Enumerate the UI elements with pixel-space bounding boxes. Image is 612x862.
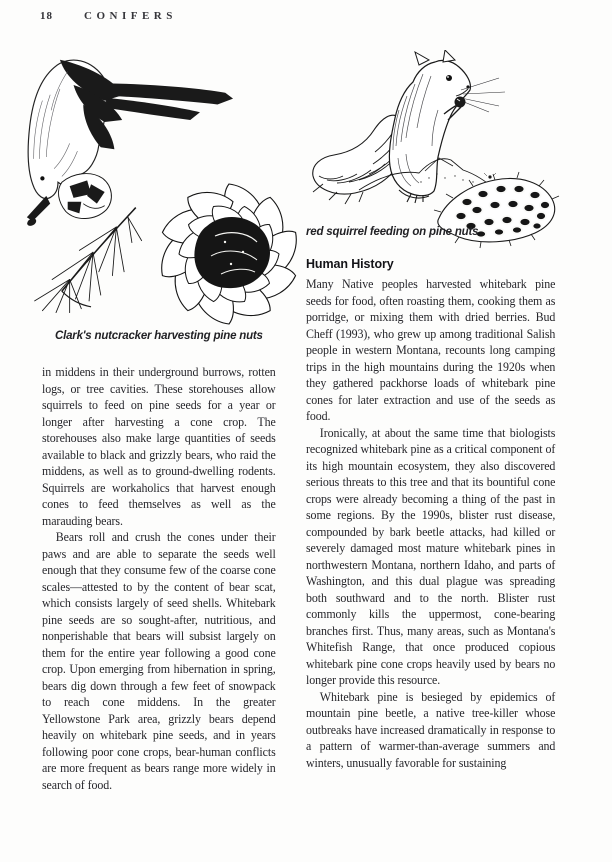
left-column-text [42,364,276,856]
page-header [40,10,560,22]
opened-cone-illustration [155,180,303,328]
figure-caption-left: Clark's nutcracker harvesting pine nuts [55,330,263,342]
body-paragraph: Ironically, at about the same time that biologists recognized whitebark pine as a critical component of its high mountain ecosystem, they also discovered serious threats to this tree and that its bountiful cone crops were already becoming a thing of the past in some regions. By the 1990s, blister rust disease, compounded by bark beetle attacks, had killed or severely damaged most mature whitebark pines in northwestern Montana, northern Idaho, and parts of Washington, and this dual plague was spreading both southward and to the north. Blister rust commonly kills the uppermost, cone-bearing branches first. Thus, many areas, such as Montana's Whitefish Range, that once produced copious whitebark pine cone crops heavily used by bears no longer provide this resource. [306,424,556,687]
body-paragraph: Many Native peoples harvested whitebark pine seeds for food, often roasting them, cooking them as porridge, or mixing them with dried berries. Bud Cheff (1993), who grew up among traditional Salish people in western Montana, recounts long camping trips in the high mountains during the 1920s when they gathered packhorse loads of whitebark pine cones for later extraction and use of the seeds as food. [306,276,556,423]
figure-caption-right: red squirrel feeding on pine nuts [306,226,479,238]
body-paragraph: Bears roll and crush the cones under their paws and are able to separate the seeds well enough that they consume few of the coarse cone scales—attested to by the content of bear scat, which consists largely of seed shells. Whitebark pine seeds are so sought-after, nutritious, and nonperishable that bears will subsist largely on them for the entire year following a good cone crop. Upon emerging from hibernation in spring, bears dig down through a few feet of snowpack to reach cone middens. In the greater Yellowstone Park area, grizzly bears depend heavily on whitebark pine seeds, and in years following poor cone crops, bear-human conflicts are more frequent as bears range more widely in search of food. [42,529,276,792]
body-paragraph: in middens in their underground burrows, rotten logs, or tree cavities. These storehouses allow squirrels to feed on pine seeds for a year or longer after harvesting a cone crop. The storehouses also make large quantities of seeds available to black and grizzly bears, who raid the middens, as well as to ground-dwelling rodents. Squirrels are workaholics that harvest enough cones to feed themselves as well as the marauding bears. [42,364,276,528]
page-number: 18 [40,10,53,22]
gripped-cone [58,174,111,219]
red-squirrel-illustration [303,50,561,250]
section-heading: Human History [306,257,394,271]
right-column-text [306,276,555,856]
running-head-title: CONIFERS [84,10,177,22]
body-paragraph: Whitebark pine is besieged by epidemics of mountain pine beetle, a native tree-killer whose outbreaks have increased dramatically in response to a pattern of warmer-than-average summers and winters, unusually favorable for sustaining [306,688,556,770]
